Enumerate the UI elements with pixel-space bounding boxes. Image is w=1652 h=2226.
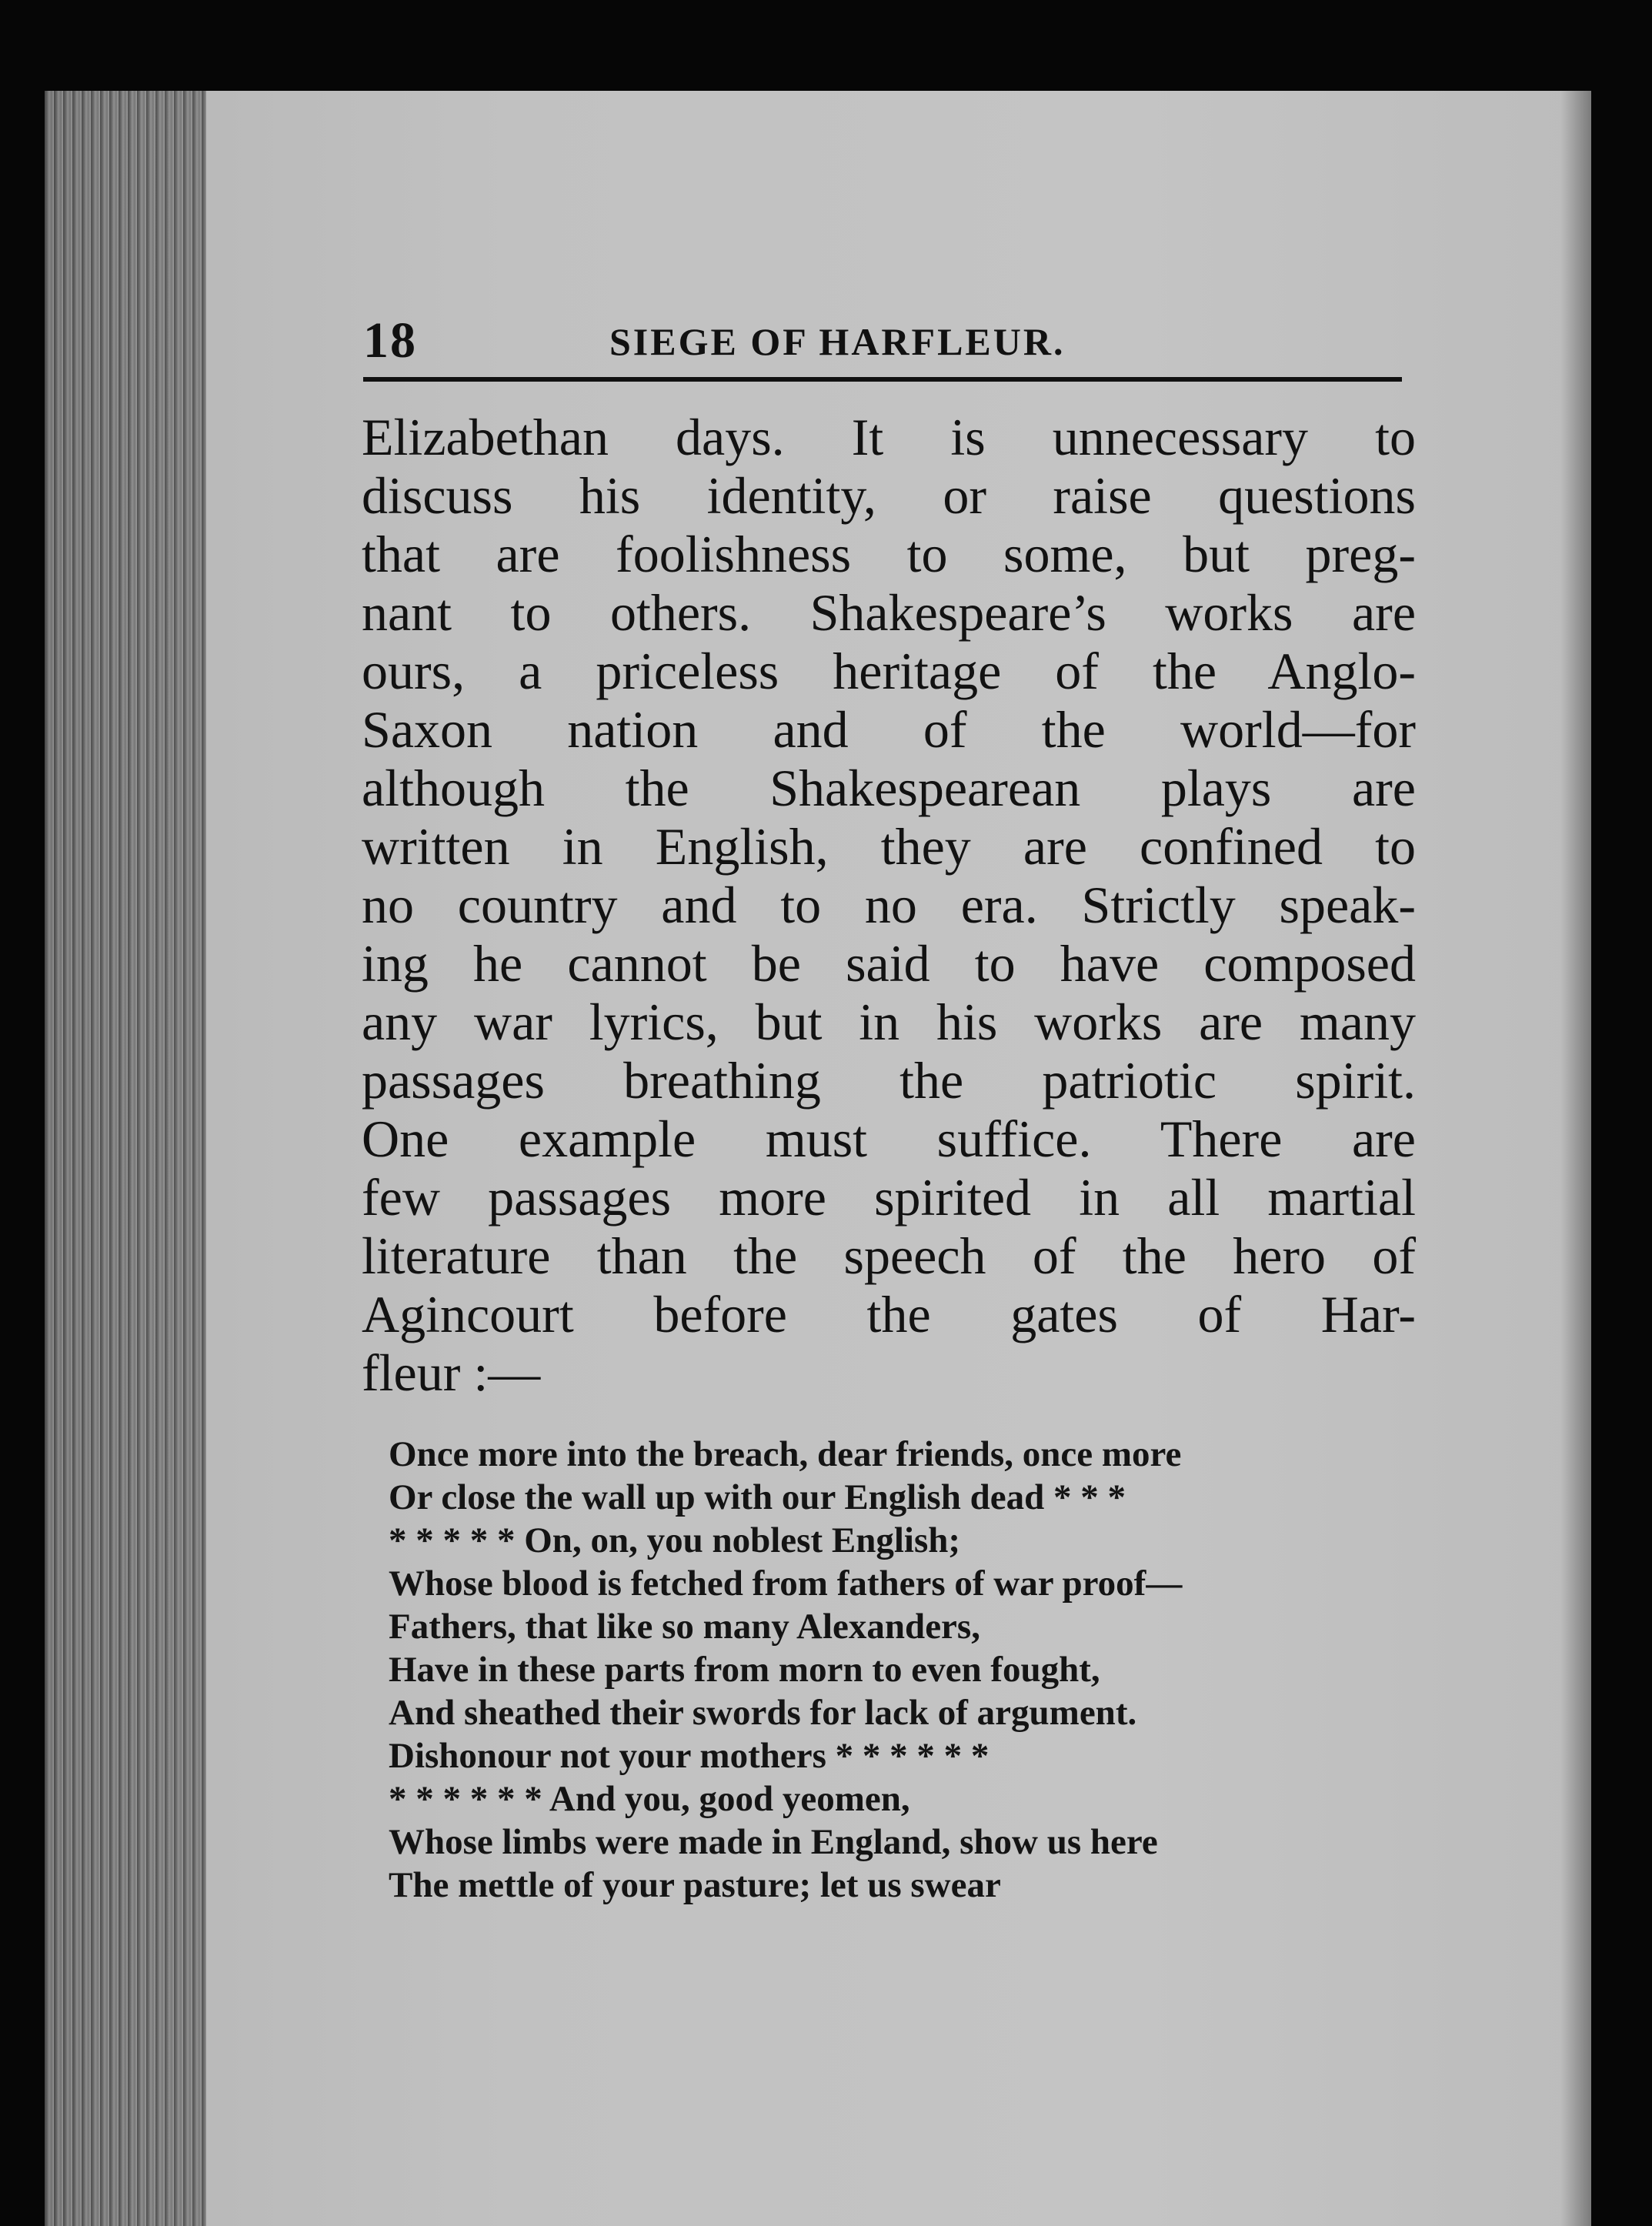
text-line: fleur :— <box>362 1343 541 1402</box>
text-line: few passages more spirited in all martial <box>362 1168 1416 1226</box>
verse-line: * * * * * * And you, good yeomen, <box>389 1779 910 1819</box>
text-line: Elizabethan days. It is unnecessary to <box>362 408 1416 466</box>
running-title: SIEGE OF HARFLEUR. <box>609 320 1066 363</box>
verse-line: Whose limbs were made in England, show us here <box>389 1822 1158 1862</box>
text-line: literature than the speech of the hero of <box>362 1226 1416 1285</box>
text-line: nant to others. Shakespeare’s works are <box>362 583 1416 642</box>
verse-line: The mettle of your pasture; let us swear <box>389 1865 1001 1905</box>
text-line: written in English, they are confined to <box>362 817 1416 876</box>
verse-line: Have in these parts from morn to even fought, <box>389 1650 1100 1690</box>
verse-line: And sheathed their swords for lack of argument. <box>389 1693 1137 1733</box>
page-number: 18 <box>363 312 417 369</box>
text-line: that are foolishness to some, but preg- <box>362 525 1416 583</box>
page-edge-stack <box>45 91 206 2226</box>
text-line: no country and to no era. Strictly speak- <box>362 876 1416 934</box>
body-paragraph <box>362 408 1416 1402</box>
text-line: any war lyrics, but in his works are many <box>362 993 1416 1051</box>
verse-line: Once more into the breach, dear friends, once more <box>389 1434 1182 1474</box>
text-line: ours, a priceless heritage of the Anglo- <box>362 642 1416 700</box>
text-line: ing he cannot be said to have composed <box>362 934 1416 993</box>
page-shadow <box>1560 91 1591 2226</box>
header-rule <box>363 377 1402 382</box>
verse-line: * * * * * On, on, you noblest English; <box>389 1520 961 1560</box>
verse-line: Fathers, that like so many Alexanders, <box>389 1607 980 1647</box>
text-line: Saxon nation and of the world—for <box>362 700 1416 759</box>
verse-quotation <box>389 1433 1420 1907</box>
text-line: passages breathing the patriotic spirit. <box>362 1051 1416 1110</box>
text-line: Agincourt before the gates of Har- <box>362 1285 1416 1343</box>
running-header <box>363 312 1402 373</box>
text-line: discuss his identity, or raise questions <box>362 466 1416 525</box>
verse-line: Or close the wall up with our English dead * * * <box>389 1477 1126 1517</box>
verse-line: Whose blood is fetched from fathers of war proof— <box>389 1564 1183 1604</box>
verse-line: Dishonour not your mothers * * * * * * <box>389 1736 990 1776</box>
text-line: One example must suffice. There are <box>362 1110 1416 1168</box>
text-line: although the Shakespearean plays are <box>362 759 1416 817</box>
